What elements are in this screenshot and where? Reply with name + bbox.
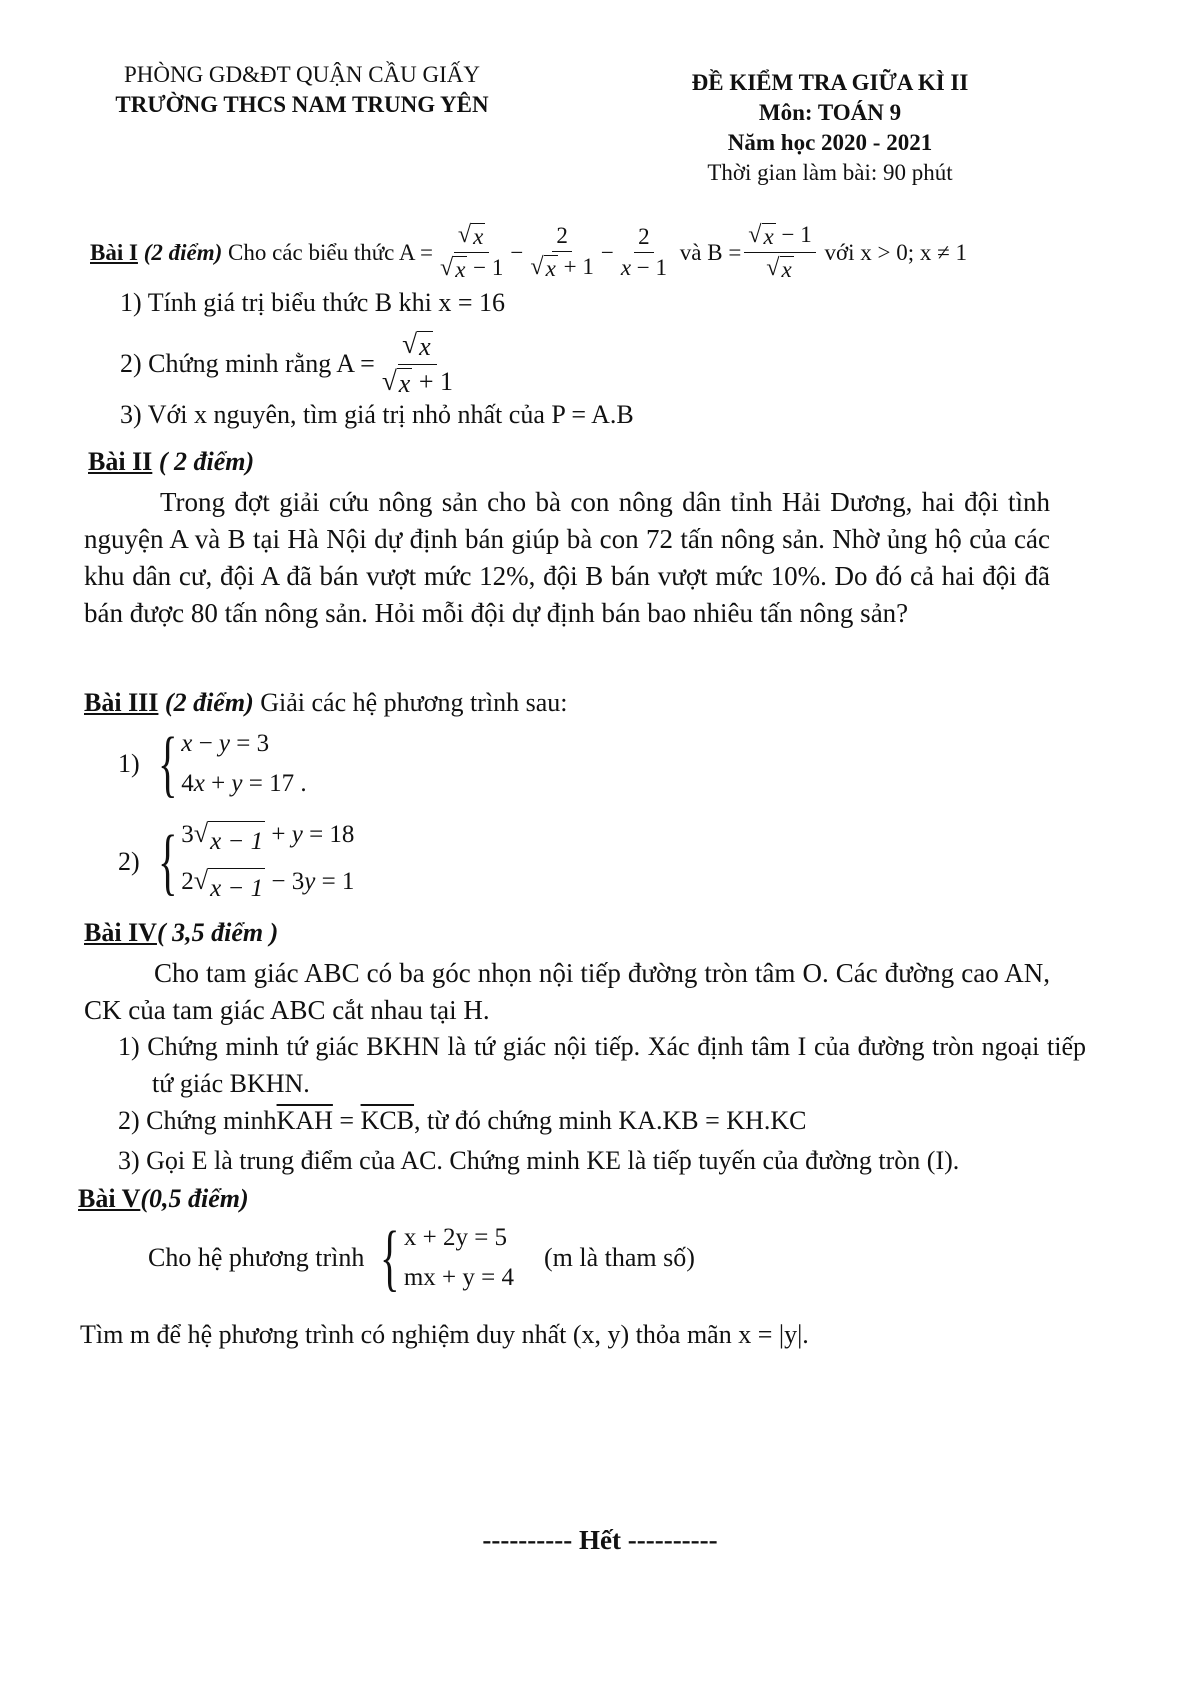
- expr-a-term2: 2 √ x + 1: [530, 223, 594, 282]
- bai4-heading: [84, 918, 278, 948]
- left-brace-icon: {: [157, 723, 178, 805]
- school-name: TRƯỜNG THCS NAM TRUNG YÊN: [115, 92, 489, 117]
- bai1-statement: Bài I (2 điểm) Cho các biểu thức A = √ x √ x − 1 − 2 √ x + 1 − $\frac{2}{x - 1}$ và B = √ x − 1 √ x với x > 0; x ≠ 1: [90, 221, 968, 283]
- bai1-q2: [120, 330, 460, 399]
- department-name: PHÒNG GD&ĐT QUẬN CẦU GIẤY: [123, 62, 481, 87]
- left-brace-icon: {: [380, 1217, 400, 1299]
- subject: Môn: TOÁN 9: [758, 100, 902, 125]
- bai4-text: Cho tam giác ABC có ba góc nhọn nội tiếp đường tròn tâm O. Các đường cao AN, CK của tam giác ABC cắt nhau tại H.: [84, 958, 1050, 1025]
- bai3-label1: 1): [118, 749, 140, 778]
- header-left: [82, 60, 522, 120]
- bai1-title: Bài I: [90, 239, 138, 265]
- bai3-intro: Giải các hệ phương trình sau:: [260, 688, 568, 717]
- expr-a-simplified: √ x √ x + 1: [381, 329, 454, 398]
- bai4-q2: 2) Chứng $\min h\overline{KAH} = \overline{KCB}$, từ đó chứng minh KA.KB = KH.KC: [118, 1106, 807, 1135]
- bai4-title: Bài IV: [84, 918, 157, 947]
- left-brace-icon: {: [157, 821, 178, 903]
- bai1-condition: với x > 0; x ≠ 1: [824, 239, 968, 265]
- bai4-q3: 3) Gọi E là trung điểm của AC. Chứng minh KE là tiếp tuyến của đường tròn (I).: [118, 1146, 960, 1175]
- bai2-heading: [88, 447, 254, 477]
- bai5-heading: [78, 1184, 249, 1214]
- school-year: Năm học 2020 - 2021: [727, 130, 933, 155]
- bai1-q3: 3) Với x nguyên, tìm giá trị nhỏ nhất của P = A.B: [120, 400, 634, 429]
- bai5-param: (m là tham số): [544, 1243, 695, 1272]
- and-b-label: và B =: [679, 239, 742, 265]
- bai4-q1: 1) Chứng minh tứ giác BKHN là tứ giác nội tiếp. Xác định tâm I của đường tròn ngoại tiếp tứ giác BKHN.: [118, 1032, 1086, 1098]
- bai3-system1: 1) { x − y = 3 4x + y = 17 .: [118, 723, 307, 805]
- bai2-points: ( 2 điểm): [158, 447, 255, 476]
- bai1-q2-text: 2) Chứng minh rằng A =: [120, 349, 375, 379]
- bai3-title: Bài III: [84, 688, 159, 717]
- bai5-points: (0,5 điểm): [140, 1184, 249, 1213]
- bai5-eq2: mx + y = 4: [403, 1264, 515, 1291]
- expr-b: √ x − 1 √ x: [744, 222, 815, 284]
- bai3-label2: 2): [118, 847, 140, 876]
- bai5-ask: Tìm m để hệ phương trình có nghiệm duy nhất (x, y) thỏa mãn x = |y|.: [80, 1320, 809, 1349]
- bai1-intro: Cho các biểu thức A =: [228, 239, 433, 265]
- bai1-points: (2 điểm): [143, 239, 223, 265]
- bai4-points: ( 3,5 điểm ): [156, 918, 279, 947]
- bai4-q2-pre: 2) Chứng minh: [118, 1106, 277, 1135]
- end-marker: ---------- Hết ----------: [482, 1525, 718, 1555]
- duration: Thời gian làm bài: 90 phút: [707, 160, 953, 185]
- expr-a-term1: √ x √ x − 1: [439, 221, 504, 283]
- bai5-intro: Cho hệ phương trình: [148, 1243, 365, 1272]
- bai3-system2: 2) { 3 √ x − 1 + y = 18 2 √ x − 1 − 3y = 1: [118, 815, 354, 909]
- bai2-title: Bài II: [88, 447, 153, 476]
- bai2-text: Trong đợt giải cứu nông sản cho bà con nông dân tỉnh Hải Dương, hai đội tình nguyện A và B tại Hà Nội dự định bán giúp bà con 72 tấn nông sản. Nhờ ủng hộ của các khu dân cư, đội A đã bán vượt mức 12%, đội B bán vượt mức 10%. Do đó cả hai đội đã bán được 80 tấn nông sản. Hỏi mỗi đội dự định bán bao nhiêu tấn nông sản?: [84, 487, 1050, 628]
- bai5-title: Bài V: [78, 1184, 141, 1213]
- header-right: [640, 68, 1020, 188]
- bai5-eq1: x + 2y = 5: [403, 1224, 508, 1251]
- bai5-system: [148, 1218, 695, 1298]
- bai3-heading: [84, 688, 568, 718]
- exam-title: ĐỀ KIỂM TRA GIỮA KÌ II: [691, 70, 969, 95]
- bai1-q1: 1) Tính giá trị biểu thức B khi x = 16: [120, 288, 506, 317]
- bai4-q2-post: , từ đó chứng minh KA.KB = KH.KC: [414, 1106, 807, 1135]
- expr-a-term3: $\frac{2}{x - 1}$: [620, 224, 668, 281]
- bai3-points: (2 điểm): [164, 688, 254, 717]
